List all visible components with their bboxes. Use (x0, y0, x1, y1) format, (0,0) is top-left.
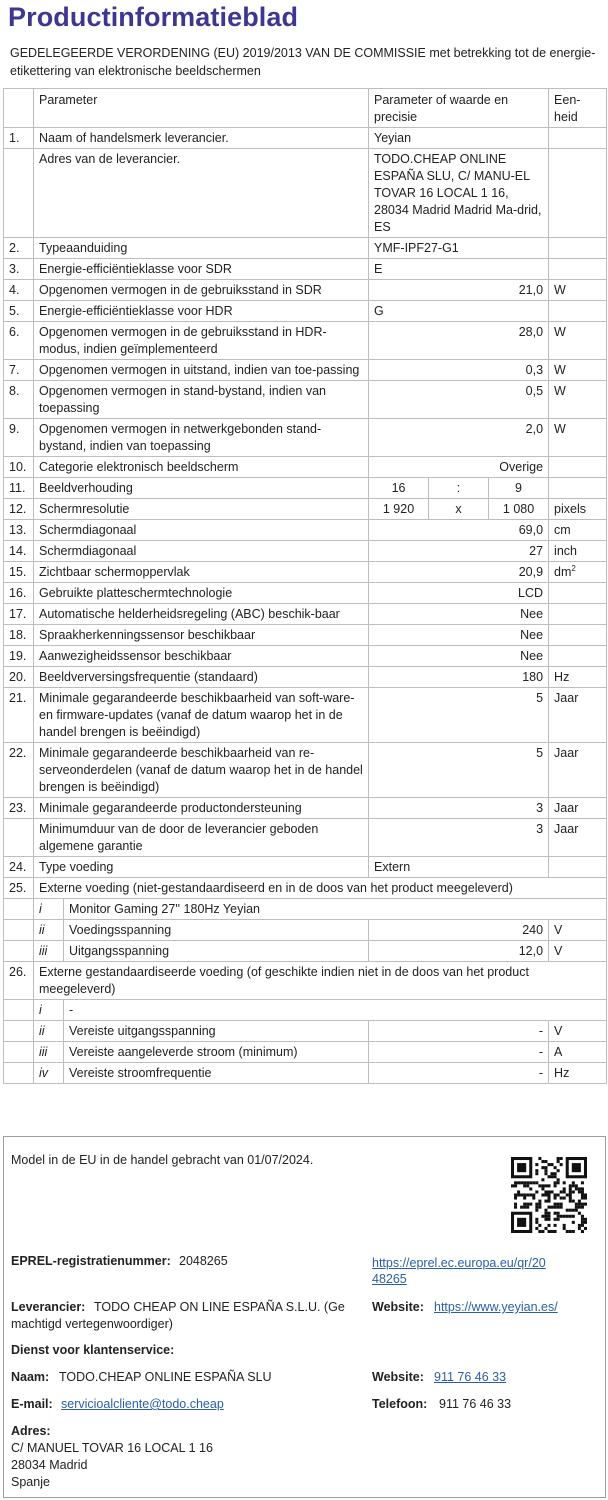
header-parameter: Parameter (34, 89, 369, 128)
sub-row-spacer (4, 1021, 34, 1042)
row-value: 180 (369, 667, 549, 688)
sub-row-spacer (4, 941, 34, 962)
email-link[interactable]: servicioalcliente@todo.cheap (61, 1397, 224, 1411)
row-unit (549, 562, 607, 583)
sub-row-index: i (34, 899, 64, 920)
sub-row-index: iv (34, 1063, 64, 1084)
sub-row (4, 899, 607, 920)
sub-row (4, 1000, 607, 1021)
row-number: 15. (4, 562, 34, 583)
row-value: Nee (369, 604, 549, 625)
row-number: 4. (4, 280, 34, 301)
row-parameter: Minimale gegarandeerde productondersteuning (34, 798, 369, 819)
row-value: 0,3 (369, 360, 549, 381)
sub-row-parameter: Vereiste stroomfrequentie (64, 1063, 369, 1084)
table-row (4, 688, 607, 743)
row-number: 10. (4, 457, 34, 478)
row-parameter: Externe gestandaardiseerde voeding (of geschikte indien niet in de doos van het product meegeleverd) (34, 962, 607, 1000)
row-value-b: 1 080 (489, 499, 549, 520)
row-unit (549, 301, 607, 322)
row-unit (549, 128, 607, 149)
row-unit (549, 819, 607, 857)
phone-label: Telefoon: (372, 1397, 428, 1411)
row-unit-text: W (554, 283, 566, 297)
row-unit-superscript: 2 (571, 563, 576, 573)
page-title: Productinformatieblad (8, 2, 299, 32)
row-parameter: Zichtbaar schermoppervlak (34, 562, 369, 583)
row-unit (549, 381, 607, 419)
row-value: 21,0 (369, 280, 549, 301)
row-number: 11. (4, 478, 34, 499)
row-parameter: Beeldverhouding (34, 478, 369, 499)
name-label: Naam: (11, 1370, 50, 1384)
row-unit (549, 280, 607, 301)
service-name: TODO.CHEAP ONLINE ESPAÑA SLU (59, 1370, 272, 1384)
sub-row-spacer (4, 920, 34, 941)
row-value-a: 16 (369, 478, 429, 499)
sub-row (4, 1021, 607, 1042)
sub-row-parameter: Vereiste uitgangsspanning (64, 1021, 369, 1042)
row-parameter: Opgenomen vermogen in de gebruiksstand in HDR-modus, indien geïmplementeerd (34, 322, 369, 360)
table-row (4, 360, 607, 381)
row-unit (549, 583, 607, 604)
row-parameter: Opgenomen vermogen in uitstand, indien van toe-passing (34, 360, 369, 381)
eprel-link-line2[interactable]: 48265 (372, 1272, 407, 1286)
table-row (4, 562, 607, 583)
row-unit (549, 667, 607, 688)
row-unit (549, 604, 607, 625)
row-parameter: Type voeding (34, 857, 369, 878)
row-number: 7. (4, 360, 34, 381)
sub-row-value: - (369, 1063, 549, 1084)
sub-row-index: i (34, 1000, 64, 1021)
row-number: 26. (4, 962, 34, 1000)
row-parameter: Automatische helderheidsregeling (ABC) beschik-baar (34, 604, 369, 625)
sub-row-index: ii (34, 1021, 64, 1042)
table-row (4, 819, 607, 857)
row-parameter: Minimumduur van de door de leverancier geboden algemene garantie (34, 819, 369, 857)
sub-row-index: iii (34, 941, 64, 962)
row-value: 0,5 (369, 381, 549, 419)
row-parameter: Externe voeding (niet-gestandaardiseerd en in de doos van het product meegeleverd) (34, 878, 607, 899)
row-unit-text: W (554, 325, 566, 339)
row-value: 20,9 (369, 562, 549, 583)
sub-row-unit: V (549, 941, 607, 962)
sub-row-value: - (369, 1021, 549, 1042)
row-unit (549, 259, 607, 280)
sub-row-parameter: Voedingsspanning (64, 920, 369, 941)
row-number: 14. (4, 541, 34, 562)
sub-row-parameter: Uitgangsspanning (64, 941, 369, 962)
row-unit (549, 149, 607, 238)
sub-row (4, 941, 607, 962)
table-row (4, 604, 607, 625)
row-number: 17. (4, 604, 34, 625)
row-parameter: Schermresolutie (34, 499, 369, 520)
row-parameter: Energie-efficiëntieklasse voor HDR (34, 301, 369, 322)
row-value: Nee (369, 646, 549, 667)
header-value: Parameter of waarde en precisie (369, 89, 549, 128)
row-unit-text: inch (554, 544, 577, 558)
row-number: 9. (4, 419, 34, 457)
row-unit-text: W (554, 422, 566, 436)
row-unit-text: Jaar (554, 691, 579, 705)
sub-row-unit: Hz (549, 1063, 607, 1084)
table-row (4, 798, 607, 819)
row-number: 1. (4, 128, 34, 149)
row-parameter: Minimale gegarandeerde beschikbaarheid van soft-ware- en firmware-updates (vanaf de datum waarop het in de handel brengen is beëindigd) (34, 688, 369, 743)
supplier-name-line2: machtigd vertegenwoordiger) (11, 1317, 173, 1331)
row-value: LCD (369, 583, 549, 604)
phone-number: 911 76 46 33 (439, 1397, 512, 1411)
row-number: 13. (4, 520, 34, 541)
row-value-separator: x (429, 499, 489, 520)
table-row (4, 280, 607, 301)
sub-row-unit: A (549, 1042, 607, 1063)
row-parameter: Schermdiagonaal (34, 541, 369, 562)
row-unit (549, 238, 607, 259)
row-value: TODO.CHEAP ONLINE ESPAÑA SLU, C/ MANU-EL TOVAR 16 LOCAL 1 16, 28034 Madrid Madrid Ma-drid, ES (369, 149, 549, 238)
row-number: 8. (4, 381, 34, 419)
row-number: 23. (4, 798, 34, 819)
website-label: Website: (372, 1300, 424, 1314)
row-parameter: Energie-efficiëntieklasse voor SDR (34, 259, 369, 280)
row-number: 22. (4, 743, 34, 798)
row-value: 5 (369, 743, 549, 798)
row-value: 2,0 (369, 419, 549, 457)
row-value-b: 9 (489, 478, 549, 499)
row-unit (549, 457, 607, 478)
sub-row-spacer (4, 899, 34, 920)
table-row (4, 238, 607, 259)
sub-row (4, 920, 607, 941)
regulation-subtitle: GEDELEGEERDE VERORDENING (EU) 2019/2013 VAN DE COMMISSIE met betrekking tot de energie-etikettering van elektronische beeldschermen (10, 46, 596, 78)
sub-row-spacer (4, 1063, 34, 1084)
table-row (4, 646, 607, 667)
table-row (4, 149, 607, 238)
row-unit-text: Hz (554, 670, 570, 684)
row-value: 28,0 (369, 322, 549, 360)
row-value: 69,0 (369, 520, 549, 541)
market-date-text: Model in de EU in de handel gebracht van 01/07/2024. (11, 1153, 314, 1167)
row-value: 5 (369, 688, 549, 743)
row-unit-text: dm (554, 565, 572, 579)
row-value: Nee (369, 625, 549, 646)
row-parameter: Schermdiagonaal (34, 520, 369, 541)
row-parameter: Aanwezigheidssensor beschikbaar (34, 646, 369, 667)
row-parameter: Minimale gegarandeerde beschikbaarheid van re-serveonderdelen (vanaf de datum waarop het in de handel brengen is beëindigd) (34, 743, 369, 798)
row-unit (549, 499, 607, 520)
address-line-2: 28034 Madrid (11, 1458, 88, 1472)
table-row (4, 667, 607, 688)
row-number: 6. (4, 322, 34, 360)
table-row (4, 743, 607, 798)
sub-row-index: ii (34, 920, 64, 941)
row-parameter: Categorie elektronisch beeldscherm (34, 457, 369, 478)
address-line-3: Spanje (11, 1475, 50, 1489)
sub-row-parameter: - (64, 1000, 607, 1021)
qr-code-icon (511, 1157, 587, 1233)
row-unit (549, 625, 607, 646)
row-unit (549, 360, 607, 381)
row-unit (549, 688, 607, 743)
row-number (4, 819, 34, 857)
row-number: 5. (4, 301, 34, 322)
sub-row-spacer (4, 1000, 34, 1021)
eprel-link-line1[interactable]: https://eprel.ec.europa.eu/qr/20 (372, 1256, 546, 1270)
service-website-label: Website: (372, 1370, 424, 1384)
row-unit (549, 419, 607, 457)
customer-service-heading: Dienst voor klantenservice: (11, 1343, 175, 1357)
sub-row-unit: V (549, 920, 607, 941)
table-row (4, 962, 607, 1000)
row-value-separator: : (429, 478, 489, 499)
table-row (4, 520, 607, 541)
sub-row (4, 1063, 607, 1084)
row-parameter: Beeldverversingsfrequentie (standaard) (34, 667, 369, 688)
table-row (4, 583, 607, 604)
row-number: 12. (4, 499, 34, 520)
row-unit-text: W (554, 363, 566, 377)
table-row (4, 878, 607, 899)
table-row (4, 478, 607, 499)
sub-row-parameter: Monitor Gaming 27'' 180Hz Yeyian (64, 899, 607, 920)
row-value: 27 (369, 541, 549, 562)
row-number: 20. (4, 667, 34, 688)
row-unit-text: Jaar (554, 822, 579, 836)
table-row (4, 499, 607, 520)
eprel-number: 2048265 (179, 1254, 228, 1268)
row-unit-text: cm (554, 523, 571, 537)
eprel-label: EPREL-registratienummer: (11, 1254, 171, 1268)
supplier-name-line1: TODO CHEAP ON LINE ESPAÑA S.L.U. (Ge (94, 1300, 345, 1314)
row-unit (549, 743, 607, 798)
row-unit (549, 541, 607, 562)
table-row (4, 128, 607, 149)
row-number (4, 149, 34, 238)
row-parameter: Opgenomen vermogen in netwerkgebonden stand-bystand, indien van toepassing (34, 419, 369, 457)
table-row (4, 301, 607, 322)
table-row (4, 625, 607, 646)
row-value: Yeyian (369, 128, 549, 149)
table-row (4, 857, 607, 878)
row-parameter: Gebruikte platteschermtechnologie (34, 583, 369, 604)
row-parameter: Opgenomen vermogen in stand-bystand, indien van toepassing (34, 381, 369, 419)
header-unit: Een-heid (549, 89, 607, 128)
row-number: 3. (4, 259, 34, 280)
sub-row-unit: V (549, 1021, 607, 1042)
row-value: G (369, 301, 549, 322)
supplier-label: Leverancier: (11, 1300, 86, 1314)
parameter-table (3, 88, 607, 1084)
table-row (4, 322, 607, 360)
row-value: 3 (369, 798, 549, 819)
website-link[interactable]: https://www.yeyian.es/ (434, 1300, 558, 1314)
row-unit-text: W (554, 384, 566, 398)
row-number: 25. (4, 878, 34, 899)
sub-row-parameter: Vereiste aangeleverde stroom (minimum) (64, 1042, 369, 1063)
header-num-cell (4, 89, 34, 128)
address-label: Adres: (11, 1424, 51, 1438)
row-value-a: 1 920 (369, 499, 429, 520)
row-parameter: Opgenomen vermogen in de gebruiksstand in SDR (34, 280, 369, 301)
row-unit (549, 857, 607, 878)
row-value: Overige (369, 457, 549, 478)
row-unit (549, 798, 607, 819)
row-value: 3 (369, 819, 549, 857)
row-parameter: Spraakherkenningssensor beschikbaar (34, 625, 369, 646)
table-row (4, 259, 607, 280)
row-number: 16. (4, 583, 34, 604)
supplier-info-panel (3, 1136, 606, 1498)
sub-row-index: iii (34, 1042, 64, 1063)
sub-row (4, 1042, 607, 1063)
row-value: YMF-IPF27-G1 (369, 238, 549, 259)
row-number: 18. (4, 625, 34, 646)
table-row (4, 541, 607, 562)
row-parameter: Typeaanduiding (34, 238, 369, 259)
row-value: E (369, 259, 549, 280)
row-unit (549, 478, 607, 499)
sub-row-spacer (4, 1042, 34, 1063)
row-number: 21. (4, 688, 34, 743)
row-unit (549, 646, 607, 667)
row-unit-text: Jaar (554, 746, 579, 760)
row-number: 19. (4, 646, 34, 667)
address-line-1: C/ MANUEL TOVAR 16 LOCAL 1 16 (11, 1441, 213, 1455)
row-unit-text: pixels (554, 502, 587, 516)
table-row (4, 381, 607, 419)
email-label: E-mail: (11, 1397, 53, 1411)
sub-row-value: 240 (369, 920, 549, 941)
row-number: 24. (4, 857, 34, 878)
row-parameter: Naam of handelsmerk leverancier. (34, 128, 369, 149)
table-row (4, 419, 607, 457)
sub-row-value: - (369, 1042, 549, 1063)
service-website-link[interactable]: 911 76 46 33 (434, 1370, 507, 1384)
sub-row-value: 12,0 (369, 941, 549, 962)
row-unit (549, 322, 607, 360)
row-unit (549, 520, 607, 541)
row-parameter: Adres van de leverancier. (34, 149, 369, 238)
row-number: 2. (4, 238, 34, 259)
row-unit-text: Jaar (554, 801, 579, 815)
table-header-row (4, 89, 607, 128)
row-value: Extern (369, 857, 549, 878)
table-row (4, 457, 607, 478)
